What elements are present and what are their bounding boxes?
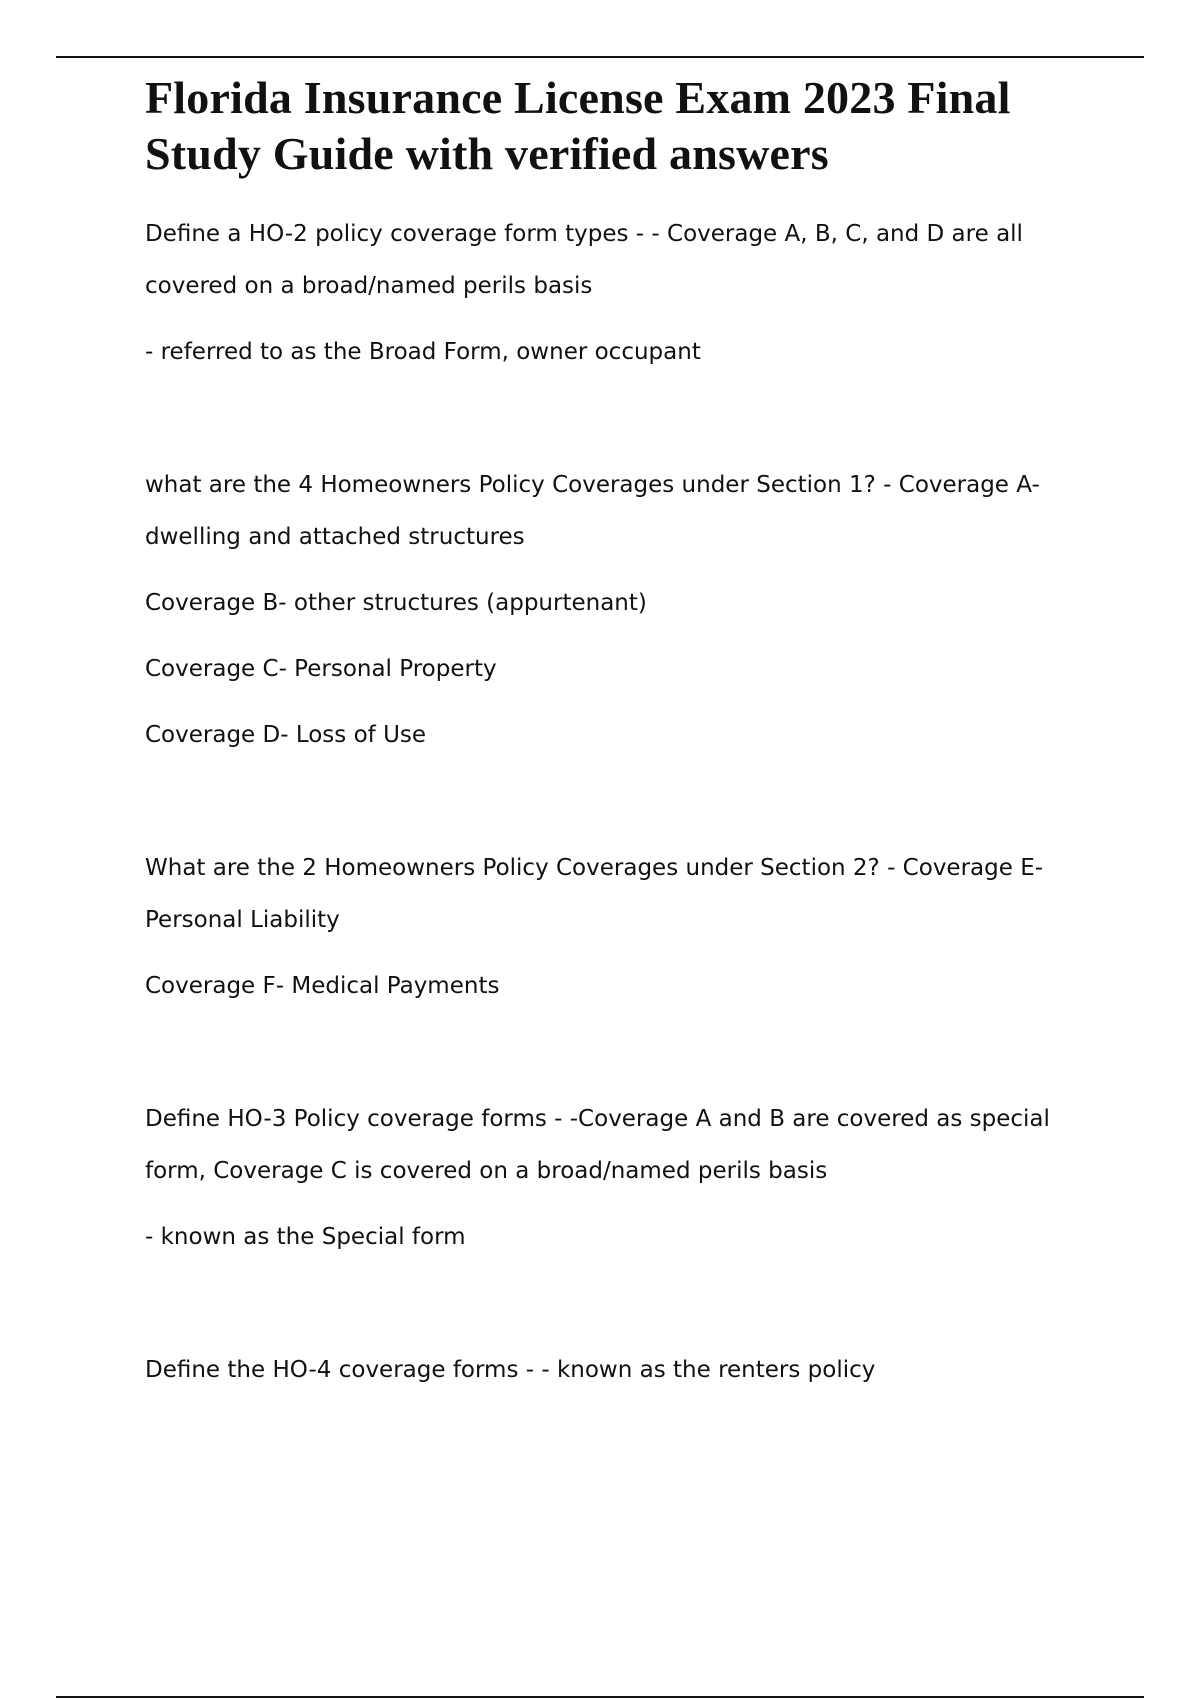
- entry-spacer: [145, 775, 1060, 842]
- question-ho2: Define a HO-2 policy coverage form types - - Coverage A, B, C, and D are all covered on a broad/named perils basis: [145, 221, 1023, 299]
- entry-spacer: [145, 392, 1060, 459]
- qa-entry-ho4: [145, 1344, 1060, 1396]
- question-ho3: Define HO-3 Policy coverage forms - -Coverage A and B are covered as special form, Coverage C is covered on a broad/named perils basis: [145, 1106, 1050, 1184]
- answer-line: Coverage F- Medical Payments: [145, 973, 500, 999]
- top-rule: [56, 56, 1144, 58]
- bottom-rule: [56, 1696, 1144, 1698]
- entry-spacer: [145, 1277, 1060, 1344]
- document-page: [145, 70, 1060, 1410]
- answer-line: - known as the Special form: [145, 1224, 466, 1250]
- qa-entry-section2: [145, 842, 1060, 1012]
- question-section1: what are the 4 Homeowners Policy Coverages under Section 1? - Coverage A- dwelling and attached structures: [145, 472, 1040, 550]
- question-section2: What are the 2 Homeowners Policy Coverages under Section 2? - Coverage E- Personal Liability: [145, 855, 1044, 933]
- answer-line: Coverage C- Personal Property: [145, 656, 497, 682]
- qa-entry-section1: [145, 459, 1060, 761]
- qa-entry-ho3: [145, 1093, 1060, 1263]
- document-title: Florida Insurance License Exam 2023 Final Study Guide with verified answers: [145, 72, 1011, 179]
- answer-line: - referred to as the Broad Form, owner occupant: [145, 339, 701, 365]
- qa-entry-ho2: [145, 208, 1060, 378]
- qa-list: [145, 208, 1060, 1396]
- answer-line: Coverage B- other structures (appurtenant): [145, 590, 647, 616]
- question-ho4: Define the HO-4 coverage forms - - known as the renters policy: [145, 1357, 876, 1383]
- entry-spacer: [145, 1026, 1060, 1093]
- answer-line: Coverage D- Loss of Use: [145, 722, 427, 748]
